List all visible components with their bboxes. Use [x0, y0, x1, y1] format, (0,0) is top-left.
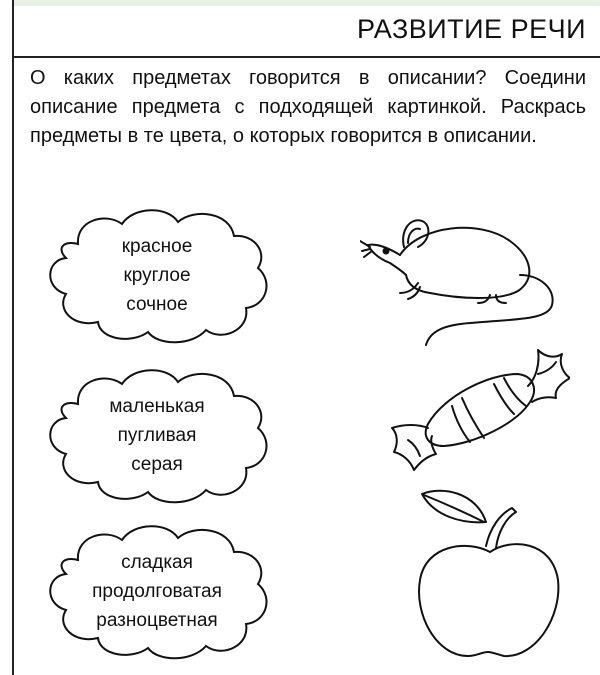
mouse-icon [360, 205, 570, 355]
description-line: пугливая [117, 424, 197, 446]
description-line: красное [121, 235, 193, 257]
description-line: сладкая [121, 551, 193, 573]
description-line: продолговатая [92, 580, 222, 602]
apple-picture[interactable] [412, 486, 562, 668]
apple-icon [412, 486, 562, 668]
task-instructions: О каких предметах говорится в описании? Соедини описание предмета с подходящей картинкой. Раскрась предметы в те цвета, о которых говорится в описании. [30, 67, 586, 147]
description-line: разноцветная [96, 609, 218, 631]
header-divider [12, 56, 600, 58]
description-line: серая [131, 453, 183, 475]
candy-icon [388, 344, 570, 474]
description-line: сочное [126, 293, 188, 315]
description-line: маленькая [109, 395, 205, 417]
description-cloud-3[interactable] [40, 520, 274, 662]
section-title: РАЗВИТИЕ РЕЧИ [357, 14, 586, 44]
description-line: круглое [123, 264, 191, 286]
description-cloud-1[interactable] [40, 204, 274, 346]
mouse-picture[interactable] [360, 205, 570, 355]
candy-picture[interactable] [388, 344, 570, 474]
description-cloud-2[interactable] [40, 364, 274, 506]
